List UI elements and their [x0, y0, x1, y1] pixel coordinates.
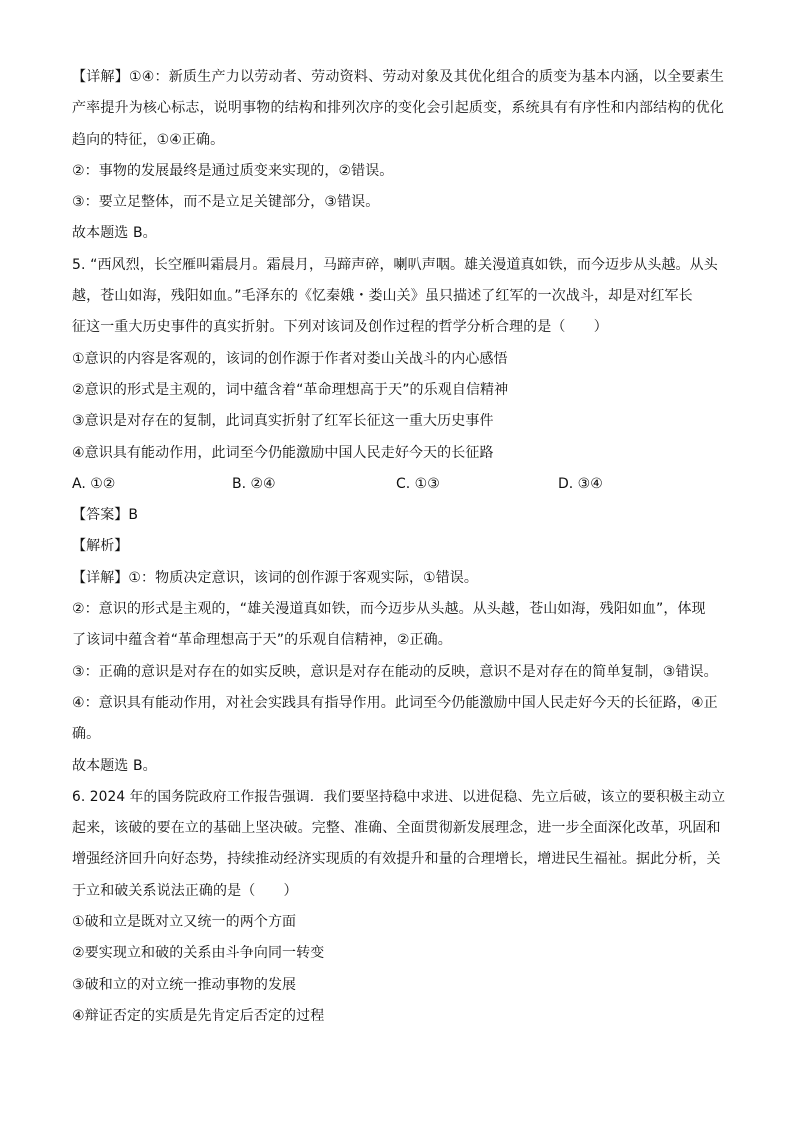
q5-statement-3: ③意识是对存在的复制，此词真实折射了红军长征这一重大历史事件 — [72, 413, 494, 430]
q6-statement-3: ③破和立的对立统一推动事物的发展 — [72, 976, 297, 993]
prev-conclusion: 故本题选 B。 — [72, 225, 157, 242]
q5-option-a: A. ①② — [72, 475, 116, 492]
q5-detail-2-line-2: 了该词中蕴含着“革命理想高于天”的乐观自信精神，②正确。 — [72, 632, 452, 649]
q6-statement-4: ④辩证否定的实质是先肯定后否定的过程 — [72, 1007, 325, 1024]
q6-stem-line-4: 于立和破关系说法正确的是（ ） — [72, 882, 298, 899]
q6-stem-line-1: 6. 2024 年的国务院政府工作报告强调．我们要坚持稳中求进、以进促稳、先立后破，该立的要积极主动立 — [72, 788, 726, 805]
document-page — [72, 62, 724, 1032]
q5-option-b: B. ②④ — [232, 475, 276, 492]
q5-options — [72, 469, 724, 500]
q5-option-c: C. ①③ — [396, 475, 440, 492]
q5-conclusion: 故本题选 B。 — [72, 757, 157, 774]
q5-stem-line-2: 越，苍山如海，残阳如血。”毛泽东的《忆秦娥・娄山关》虽只描述了红军的一次战斗，却是对红军长 — [72, 288, 693, 305]
q5-option-d: D. ③④ — [558, 475, 603, 492]
q5-detail-2-line-1: ②：意识的形式是主观的，“雄关漫道真如铁，而今迈步从头越。从头越，苍山如海，残阳如血”，体现 — [72, 601, 706, 618]
q5-analysis-tag: 【解析】 — [72, 538, 129, 555]
detail-tag: 【详解】 — [72, 69, 129, 85]
q5-stem-line-3: 征这一重大历史事件的真实折射。下列对该词及创作过程的哲学分析合理的是（ ） — [72, 319, 608, 336]
prev-detail-text: ①④：新质生产力以劳动者、劳动资料、劳动对象及其优化组合的质变为基本内涵，以全要素生产率提升为核心标志，说明事物的结构和排列次序的变化会引起质变，系统具有有序性和内部结构的优化趋向的特征，①④正确。 — [72, 69, 724, 148]
q5-answer — [72, 500, 724, 531]
q5-stem-line-1: 5. “西风烈，长空雁叫霜晨月。霜晨月，马蹄声碎，喇叭声咽。雄关漫道真如铁，而今迈步从头越。从头 — [72, 256, 718, 273]
q6-stem-line-2: 起来，该破的要在立的基础上坚决破。完整、准确、全面贯彻新发展理念，进一步全面深化改革，巩固和 — [72, 820, 721, 837]
detail-tag: 【详解】 — [72, 569, 129, 586]
prev-detail-item-2: ②：事物的发展最终是通过质变来实现的，②错误。 — [72, 162, 394, 179]
q5-detail-3: ③：正确的意识是对存在的如实反映，意识是对存在能动的反映，意识不是对存在的简单复制，③错误。 — [72, 663, 718, 680]
prev-detail-item-3: ③：要立足整体，而不是立足关键部分，③错误。 — [72, 194, 380, 211]
q5-detail-4-line-1: ④：意识具有能动作用，对社会实践具有指导作用。此词至今仍能激励中国人民走好今天的长征路，④正 — [72, 694, 718, 711]
q5-detail-1-text: ①：物质决定意识，该词的创作源于客观实际，①错误。 — [128, 569, 479, 586]
prev-detail-paragraph — [72, 62, 724, 156]
answer-value: B — [128, 507, 139, 524]
q5-statement-1: ①意识的内容是客观的，该词的创作源于作者对娄山关战斗的内心感悟 — [72, 350, 508, 367]
q5-detail-1 — [72, 563, 724, 594]
q6-statement-1: ①破和立是既对立又统一的两个方面 — [72, 914, 297, 931]
q5-statement-4: ④意识具有能动作用，此词至今仍能激励中国人民走好今天的长征路 — [72, 444, 494, 461]
q6-stem-line-3: 增强经济回升向好态势，持续推动经济实现质的有效提升和量的合理增长，增进民生福祉。据此分析，关 — [72, 851, 721, 868]
q6-statement-2: ②要实现立和破的关系由斗争向同一转变 — [72, 945, 325, 962]
q5-statement-2: ②意识的形式是主观的，词中蕴含着“革命理想高于天”的乐观自信精神 — [72, 381, 509, 398]
q5-detail-4-line-2: 确。 — [72, 726, 101, 743]
answer-tag: 【答案】 — [72, 507, 129, 524]
